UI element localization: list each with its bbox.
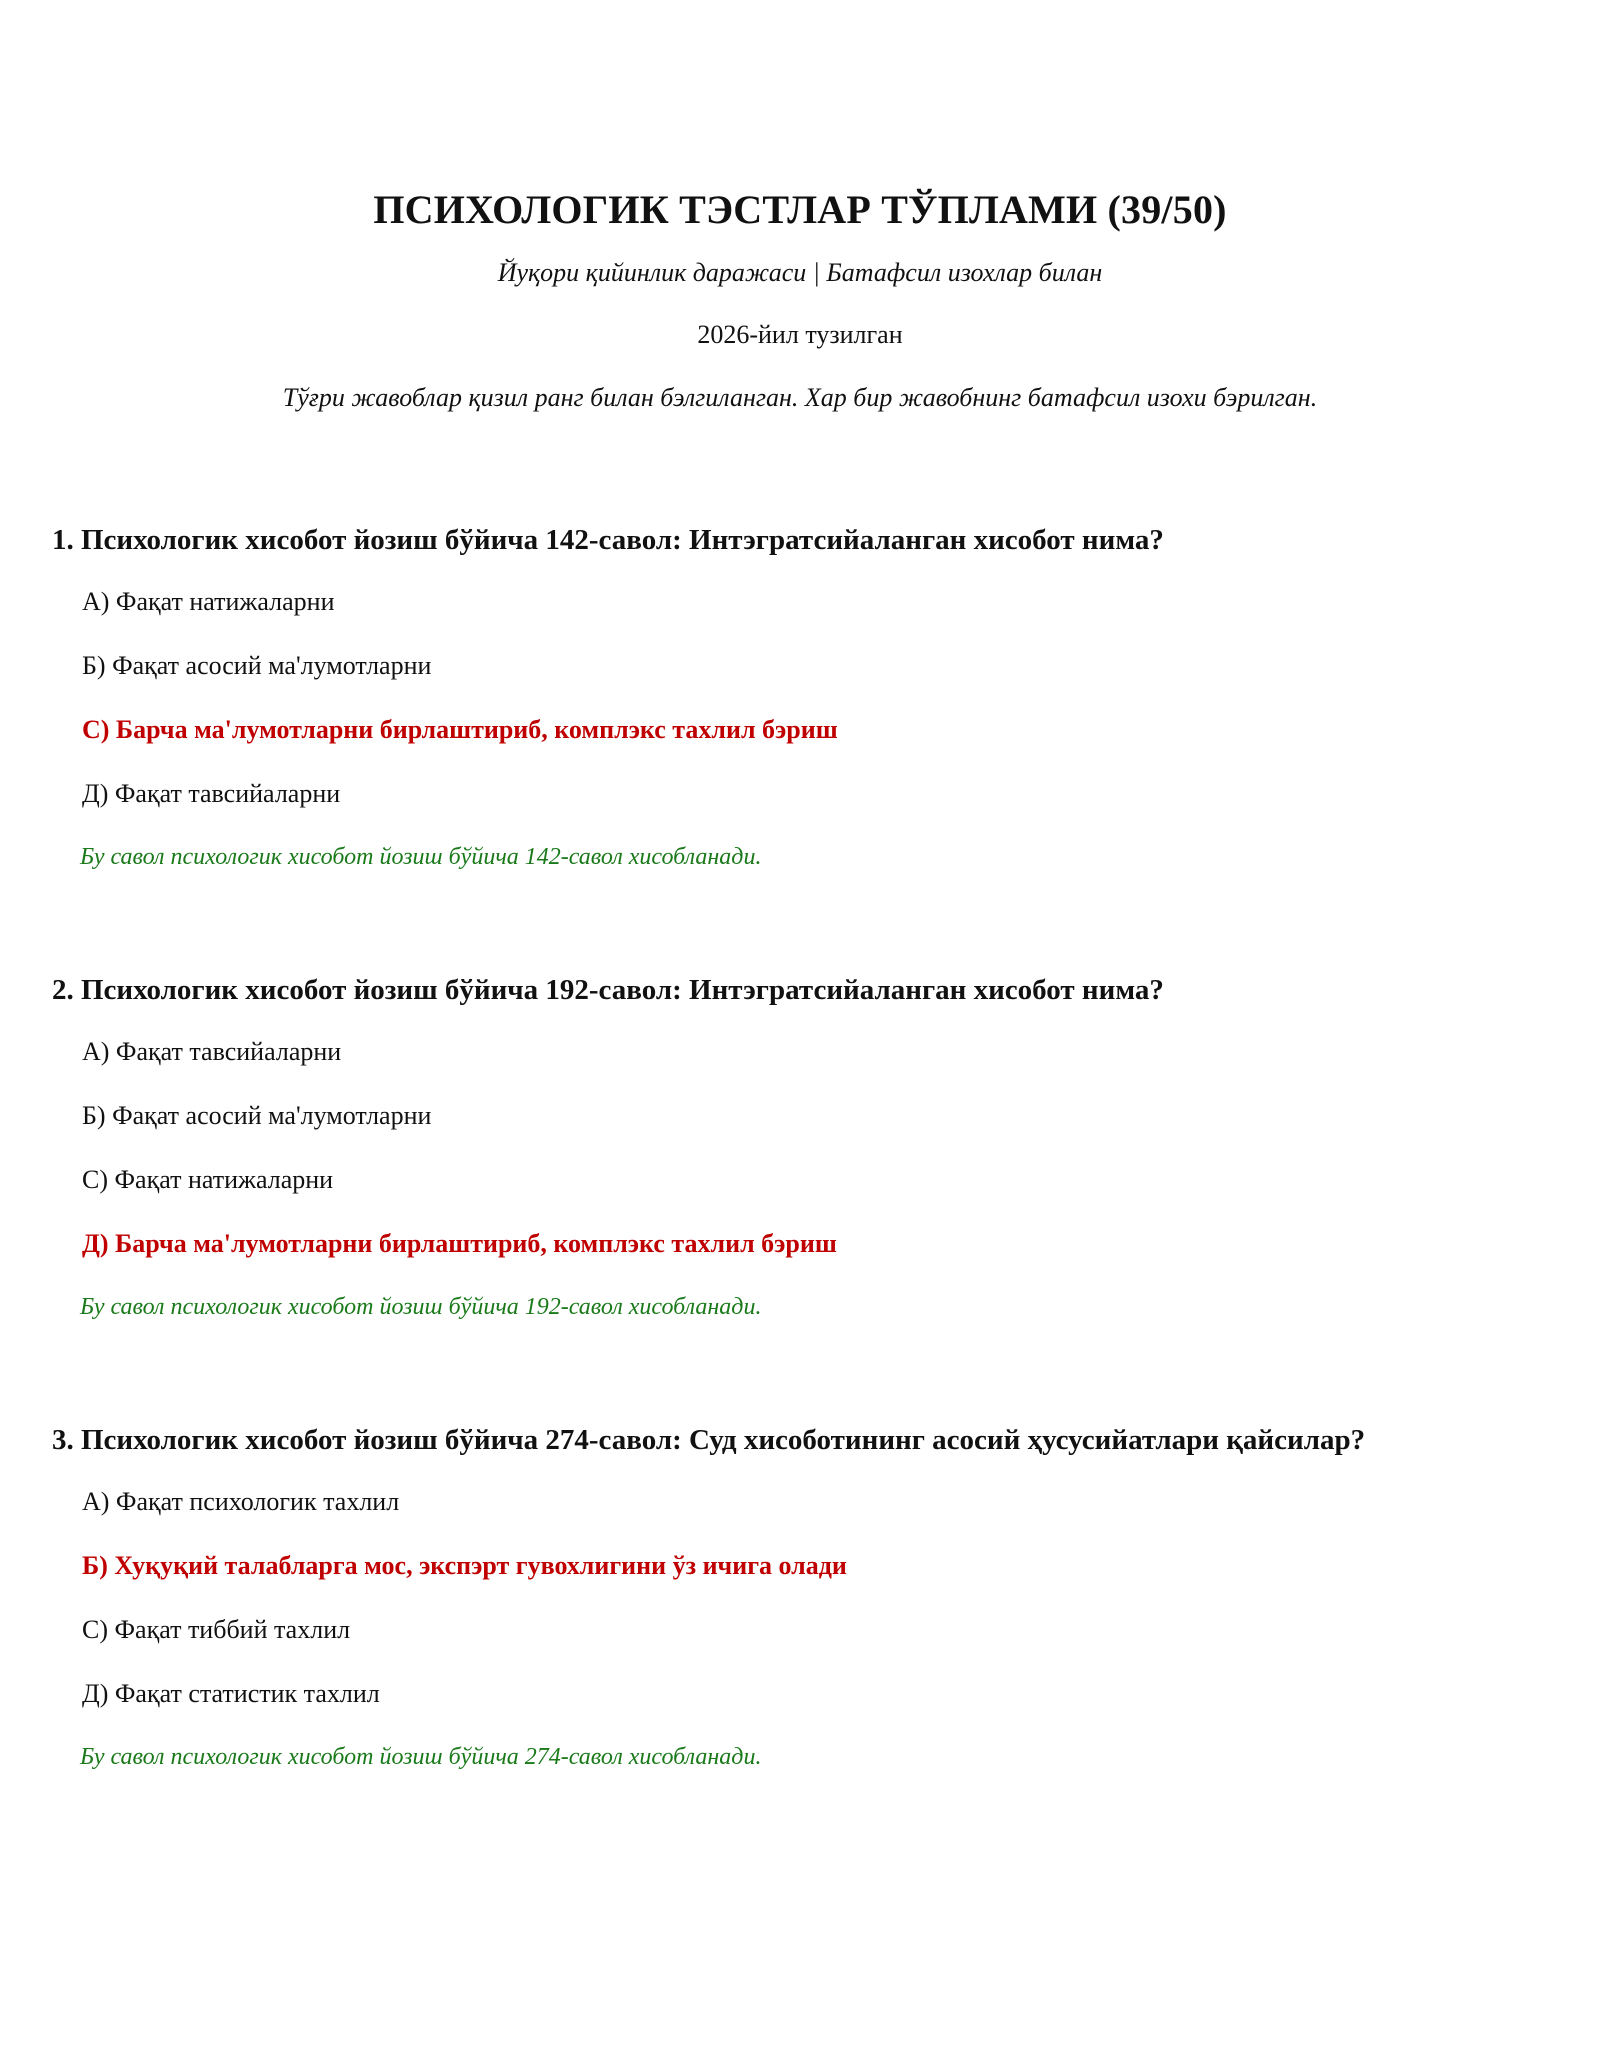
question-2: [52, 970, 1552, 1324]
option-b: Б) Фақат асосий ма'лумотларни: [82, 1101, 432, 1130]
question-explanation: Бу савол психологик хисобот йозиш бўйича 192-савол хисобланади.: [80, 1294, 762, 1320]
question-title: 2. Психологик хисобот йозиш бўйича 192-савол: Интэгратсийаланган хисобот нима?: [52, 974, 1164, 1006]
question-explanation: Бу савол психологик хисобот йозиш бўйича 274-савол хисобланади.: [80, 1744, 762, 1770]
option-c: С) Фақат натижаларни: [82, 1165, 334, 1194]
question-1: [52, 520, 1552, 874]
question-explanation: Бу савол психологик хисобот йозиш бўйича 142-савол хисобланади.: [80, 844, 762, 870]
document-header: [0, 185, 1600, 416]
option-c-correct: С) Барча ма'лумотларни бирлаштириб, комплэкс тахлил бэриш: [82, 715, 838, 744]
question-title: 1. Психологик хисобот йозиш бўйича 142-савол: Интэгратсийаланган хисобот нима?: [52, 524, 1164, 556]
document-title: ПСИХОЛОГИК ТЭСТЛАР ТЎПЛАМИ (39/50): [373, 187, 1227, 232]
option-d: Д) Фақат тавсийаларни: [82, 779, 341, 808]
option-b-correct: Б) Хуқуқий талабларга мос, экспэрт гувохлигини ўз ичига олади: [82, 1551, 847, 1580]
option-a: А) Фақат натижаларни: [82, 587, 335, 616]
option-c: С) Фақат тиббий тахлил: [82, 1615, 351, 1644]
document-year: 2026-йил тузилган: [697, 320, 903, 349]
option-d-correct: Д) Барча ма'лумотларни бирлаштириб, комплэкс тахлил бэриш: [82, 1229, 837, 1258]
document-note: Тўғри жавоблар қизил ранг билан бэлгиланган. Хар бир жавобнинг батафсил изохи бэрилган.: [282, 383, 1318, 412]
document-subtitle: Йуқори қийинлик даражаси | Батафсил изохлар билан: [497, 258, 1103, 287]
option-d: Д) Фақат статистик тахлил: [82, 1679, 380, 1708]
option-b: Б) Фақат асосий ма'лумотларни: [82, 651, 432, 680]
option-a: А) Фақат психологик тахлил: [82, 1487, 400, 1516]
option-a: А) Фақат тавсийаларни: [82, 1037, 342, 1066]
question-title: 3. Психологик хисобот йозиш бўйича 274-савол: Суд хисоботининг асосий ҳусусийатлари қайсилар?: [52, 1424, 1366, 1456]
question-3: [52, 1420, 1552, 1774]
